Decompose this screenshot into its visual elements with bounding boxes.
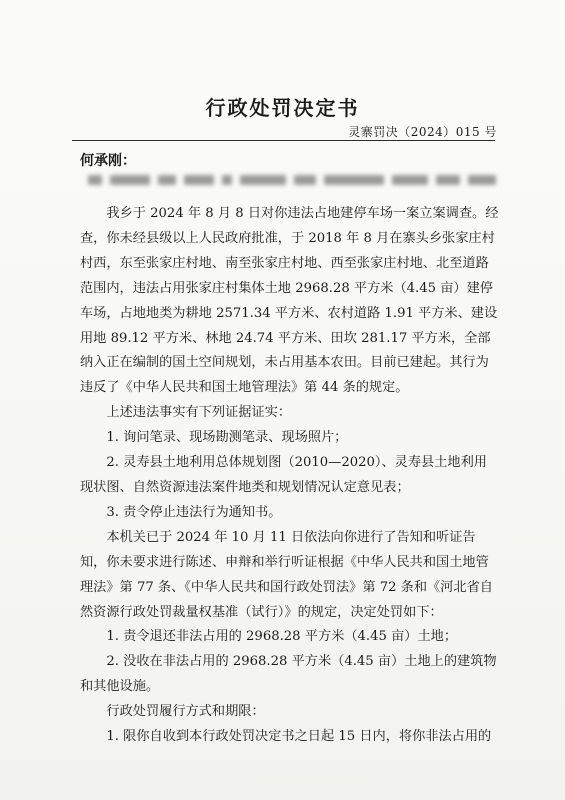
performance-heading: 行政处罚履行方式和期限： — [106, 704, 265, 720]
document-title: 行政处罚决定书 — [205, 96, 360, 120]
document-body — [80, 202, 500, 750]
evidence-item-3: 3. 责令停止违法行为通知书。 — [106, 504, 282, 520]
addressee: 何承刚： — [80, 153, 136, 169]
redacted-line — [88, 167, 496, 193]
header-divider — [72, 140, 495, 141]
evidence-item-2: 2. 灵寿县土地利用总体规划图（2010—2020）、灵寿县土地利用现状图、自然资源违法案件地类和规划情况认定意见表； — [80, 455, 487, 495]
paragraph-findings: 我乡于 2024 年 8 月 8 日对你违法占地建停车场一案立案调查。经查，你未经县级以上人民政府批准，于 2018 年 8 月在寨头乡张家庄村村西，东至张家庄村地、南至张家庄村地、西至张家庄村地、北至道路范围内，违法占用张家庄村集体土地 2968.28 平方米（4.45 亩）建停车场，占地地类为耕地 2571.34 平方米、农村道路 1.91 平方米、建设用地 89.12 平方米、林地 24.74 平方米、田坎 281.17 平方米，全部纳入正在编制的国土空间规划，未占用基本农田。目前已建起。其行为违反了《中华人民共和国土地管理法》第 44 条的规定。 — [80, 206, 499, 396]
penalty-item-1: 1. 责令退还非法占用的 2968.28 平方米（4.45 亩）土地； — [106, 629, 458, 645]
performance-item-1: 1. 限你自收到本行政处罚决定书之日起 15 日内，将你非法占用的 — [106, 729, 492, 745]
evidence-item-1: 1. 询问笔录、现场勘测笔录、现场照片； — [106, 430, 348, 446]
paragraph-notice-decision: 本机关已于 2024 年 10 月 11 日依法向你进行了告知和听证告知，你未要求进行陈述、申辩和举行听证根据《中华人民共和国土地管理法》第 77 条、《中华人民共和国行政处罚法》第 72 条和《河北省自然资源行政处罚裁量权基准（试行）》的规定，决定处罚如下： — [80, 529, 493, 620]
penalty-item-2: 2. 没收在非法占用的 2968.28 平方米（4.45 亩）土地上的建筑物和其他设施。 — [80, 654, 497, 695]
document-number: 灵寨罚决（2024）015 号 — [348, 125, 497, 139]
paragraph-evidence-intro: 上述违法事实有下列证据证实： — [106, 405, 292, 421]
